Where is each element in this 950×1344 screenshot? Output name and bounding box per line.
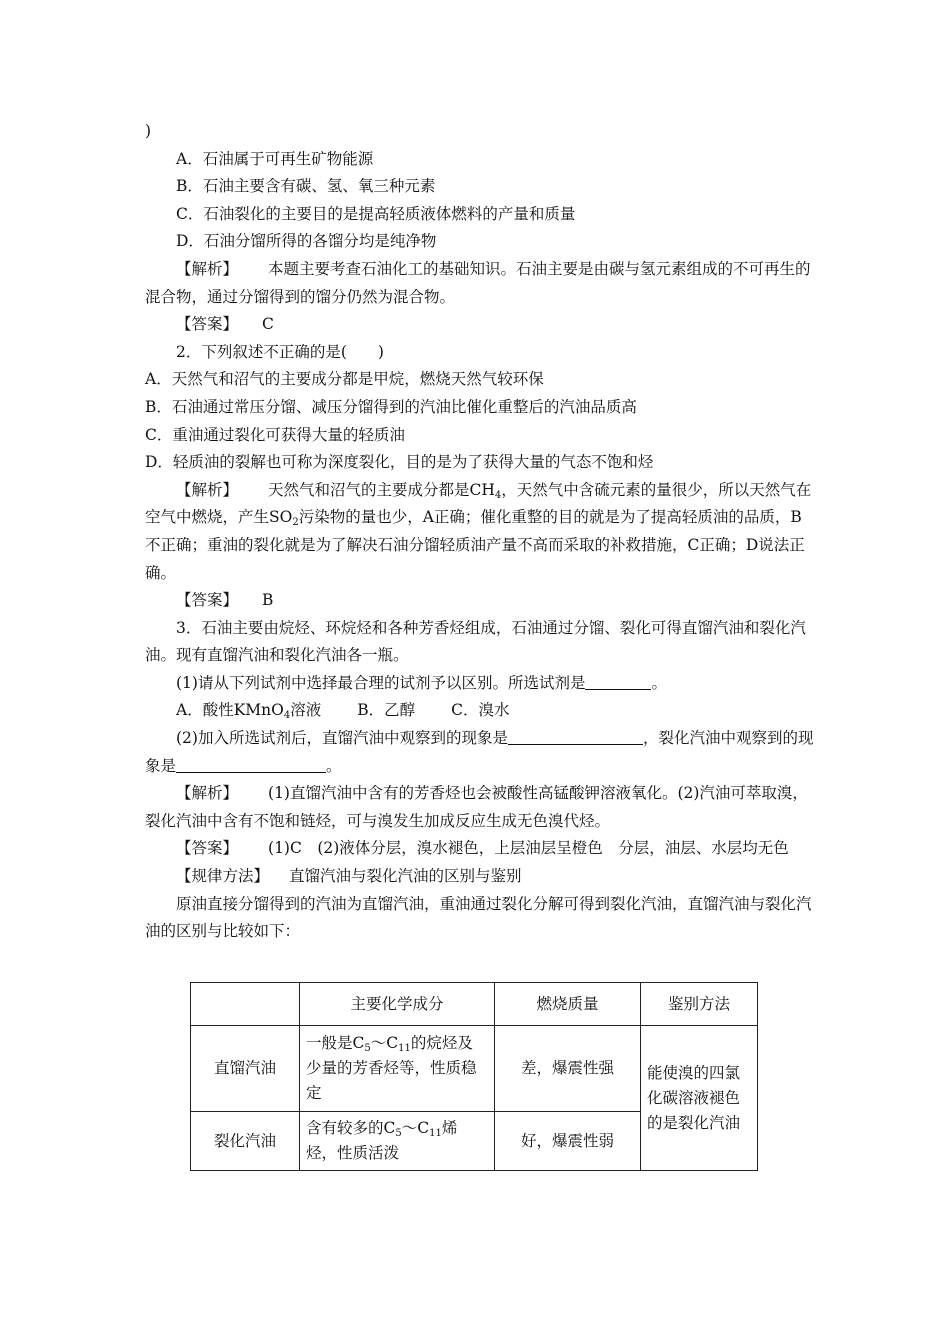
q3-reagent-options	[145, 697, 815, 725]
method-label: 【规律方法】	[176, 867, 270, 886]
reagent-option-b: B．乙醇	[357, 701, 416, 720]
method-heading	[145, 863, 815, 891]
q3-answer: 【答案】 (1)C (2)液体分层，溴水褪色，上层油层呈橙色 分层，油层、水层均无色	[176, 839, 789, 858]
reagent-option-c: C．溴水	[451, 701, 510, 720]
row-quality: 差，爆震性强	[495, 1026, 641, 1112]
row-composition: 一般是$C_5\sim C_{11}$的烷烃及少量的芳香烃等，性质稳定	[300, 1026, 495, 1112]
table-header-cell: 主要化学成分	[300, 983, 495, 1026]
q1-stem-tail: )	[145, 122, 152, 140]
q3-analysis: 【解析】 (1)直馏汽油中含有的芳香烃也会被酸性高锰酸钾溶液氧化。(2)汽油可萃取溴，裂化汽油中含有不饱和链烃，可与溴发生加成反应生成无色溴代烃。	[145, 784, 808, 830]
row-quality: 好，爆震性弱	[495, 1112, 641, 1171]
row-composition: 含有较多的$C_5\sim C_{11}$烯烃，性质活泼	[300, 1112, 495, 1171]
row-name: 直馏汽油	[191, 1026, 300, 1112]
q3-part2: (2)加入所选试剂后，直馏汽油中观察到的现象是 ，裂化汽油中观察到的现象是 。	[145, 729, 814, 775]
q1-option-d: D．石油分馏所得的各馏分均是纯净物	[176, 232, 437, 251]
q1-option-c: C．石油裂化的主要目的是提高轻质液体燃料的产量和质量	[176, 204, 576, 223]
method-text: 原油直接分馏得到的汽油为直馏汽油，重油通过裂化分解可得到裂化汽油，直馏汽油与裂化汽油的区别与比较如下：	[145, 894, 812, 941]
analysis-label: 【解析】	[176, 259, 239, 278]
comparison-table	[190, 982, 758, 1171]
answer-blank	[508, 728, 643, 745]
method-title: 直馏汽油与裂化汽油的区别与鉴别	[289, 867, 522, 886]
q3-part1: (1)请从下列试剂中选择最合理的试剂予以区别。所选试剂是 。	[176, 673, 667, 692]
answer-blank	[585, 673, 651, 690]
answer-blank	[176, 756, 326, 773]
table-row	[191, 1026, 758, 1112]
q2-option-c: C．重油通过裂化可获得大量的轻质油	[145, 425, 405, 444]
answer-label: 【答案】	[176, 315, 239, 334]
q2-option-d: D．轻质油的裂解也可称为深度裂化，目的是为了获得大量的气态不饱和烃	[145, 453, 654, 472]
q2-analysis: 【解析】 天然气和沼气的主要成分都是$CH_4$，天然气中含硫元素的量很少，所以天然气在空气中燃烧，产生$SO_2$污染物的量也少，A正确；催化重整的目的就是为了提高轻质油的品质，B不正确；重油的裂化就是为了解决石油分馏轻质油产量不高而采取的补救措施，C正确；D说法正确。	[145, 480, 812, 582]
table-header-cell: 燃烧质量	[495, 983, 641, 1026]
answer-label: 【答案】	[176, 839, 239, 858]
q1-answer: 【答案】 C	[176, 315, 274, 334]
q1-option-a: A．石油属于可再生矿物能源	[176, 149, 374, 168]
q3-stem: 3．石油主要由烷烃、环烷烃和各种芳香烃组成，石油通过分馏、裂化可得直馏汽油和裂化汽油。现有直馏汽油和裂化汽油各一瓶。	[145, 618, 806, 665]
q1-option-b: B．石油主要含有碳、氢、氧三种元素	[176, 177, 436, 196]
table-header-cell	[191, 983, 300, 1026]
document-body	[145, 118, 815, 946]
q2-option-b: B．石油通过常压分馏、减压分馏得到的汽油比催化重整后的汽油品质高	[145, 397, 637, 416]
reagent-option-a: A．酸性KMnO$_4$溶液	[176, 701, 322, 722]
q2-answer: 【答案】 B	[176, 591, 274, 610]
row-name: 裂化汽油	[191, 1112, 300, 1171]
q2-option-a: A．天然气和沼气的主要成分都是甲烷，燃烧天然气较环保	[145, 370, 544, 389]
identification-method: 能使溴的四氯化碳溶液褪色的是裂化汽油	[641, 1026, 758, 1171]
answer-label: 【答案】	[176, 591, 239, 610]
analysis-label: 【解析】	[176, 480, 239, 499]
q1-analysis: 【解析】 本题主要考查石油化工的基础知识。石油主要是由碳与氢元素组成的不可再生的混合物，通过分馏得到的馏分仍然为混合物。	[145, 259, 811, 306]
table-header-cell: 鉴别方法	[641, 983, 758, 1026]
q2-stem: 2．下列叙述不正确的是( )	[176, 342, 384, 361]
table-header-row	[191, 983, 758, 1026]
analysis-label: 【解析】	[176, 784, 239, 803]
